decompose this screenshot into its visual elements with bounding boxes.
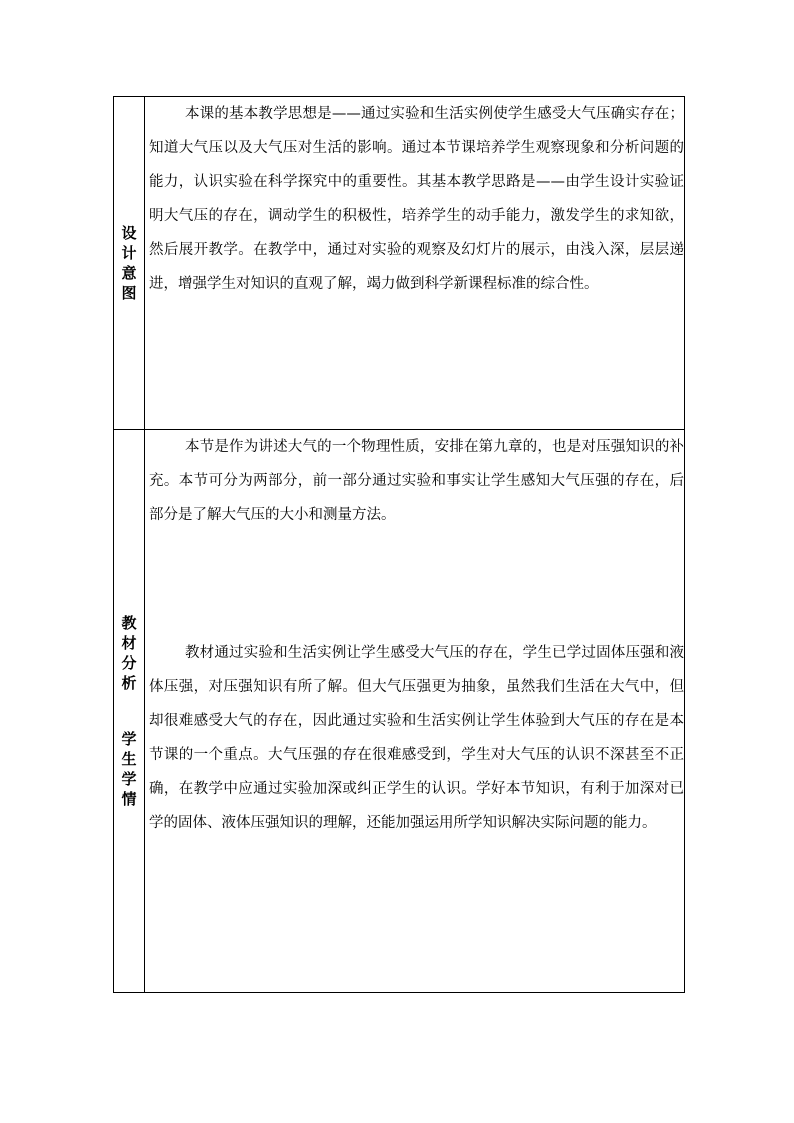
student-situation-label — [121, 729, 136, 809]
label-char: 学 — [121, 770, 137, 788]
material-analysis-row — [114, 430, 685, 993]
design-intent-label-cell — [114, 97, 145, 430]
material-analysis-content — [145, 430, 685, 993]
material-analysis-paragraph: 本节是作为讲述大气的一个物理性质，安排在第九章的，也是对压强知识的补充。本节可分为两部分，前一部分通过实验和事实让学生感知大气压强的存在，后部分是了解大气压的大小和测量方法。 — [149, 439, 684, 523]
design-intent-label — [121, 223, 136, 303]
label-char: 意 — [121, 264, 137, 282]
design-intent-content — [145, 97, 685, 430]
label-char: 析 — [121, 674, 137, 692]
label-char: 设 — [121, 224, 137, 242]
label-char: 生 — [121, 750, 137, 768]
label-char: 教 — [121, 614, 137, 632]
label-char: 学 — [121, 730, 137, 748]
design-intent-row — [114, 97, 685, 430]
label-char: 材 — [121, 634, 137, 652]
label-char: 情 — [121, 790, 137, 808]
label-char: 图 — [121, 284, 137, 302]
material-analysis-label-cell — [114, 430, 145, 993]
lesson-plan-table — [113, 96, 685, 993]
design-intent-paragraph: 本课的基本教学思想是——通过实验和生活实例使学生感受大气压确实存在；知道大气压以及大气压对生活的影响。通过本节课培养学生观察现象和分析问题的能力，认识实验在科学探究中的重要性。其基本教学思路是——由学生设计实验证明大气压的存在，调动学生的积极性，培养学生的动手能力，激发学生的求知欲，然后展开教学。在教学中，通过对实验的观察及幻灯片的展示，由浅入深，层层递进，增强学生对知识的直观了解，竭力做到科学新课程标准的综合性。 — [149, 106, 684, 292]
material-analysis-label — [121, 613, 136, 693]
student-situation-paragraph: 教材通过实验和生活实例让学生感受大气压的存在，学生已学过固体压强和液体压强，对压强知识有所了解。但大气压强更为抽象，虽然我们生活在大气中，但却很难感受大气的存在，因此通过实验和生活实例让学生体验到大气压的存在是本节课的一个重点。大气压强的存在很难感受到，学生对大气压的认识不深甚至不正确，在教学中应通过实验加深或纠正学生的认识。学好本节知识，有利于加深对已学的固体、液体压强知识的理解，还能加强运用所学知识解决实际问题的能力。 — [149, 645, 684, 831]
label-char: 计 — [121, 244, 137, 262]
label-char: 分 — [121, 654, 137, 672]
